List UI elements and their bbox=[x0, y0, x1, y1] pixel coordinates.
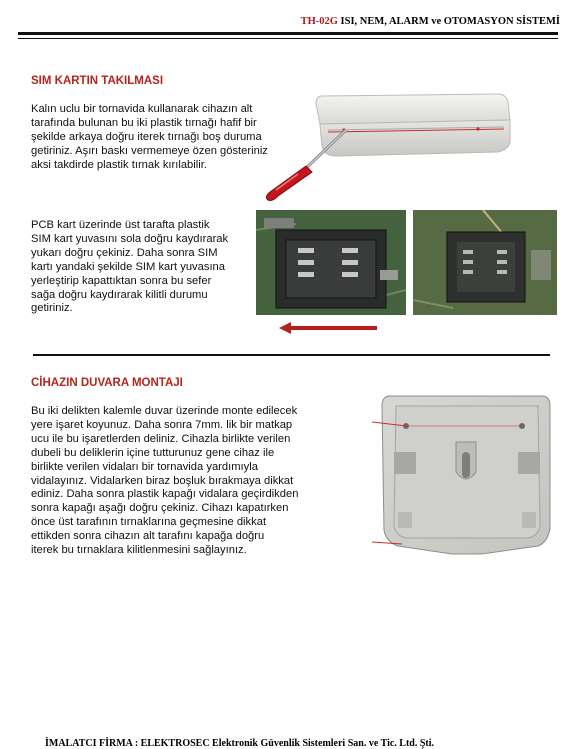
device-screwdriver-photo bbox=[258, 90, 520, 202]
header-rule-thin bbox=[18, 38, 558, 39]
wall-mount-instruction: Bu iki delikten kalemle duvar üzerinde monte edilecek yere işaret koyunuz. Daha sonra 7mm. lik bir matkap ucu ile bu işaretlerden deliniz. Cihazla birlikte verilen dubeli bu deliklerin içine tutturunuz gene cihaz ile birlikte verilen vidaları bir tornavida yardımıyla vidalayınız. Vidalarken biraz boşluk bırakmaya dikkat ediniz. Daha sonra plastik kapağı vidalara geçirdikden sonra kapağı aşağı doğru çekiniz. Cihazı kapatırken önce üst tarafının tırnaklarına geçmesine dikkat ettikden sonra cihazın alt tarafını kapağa doğru iterek bu tırnaklara kilitlenmesini sağlayınız. bbox=[31, 405, 299, 557]
header-rule-thick bbox=[18, 32, 558, 35]
sim-instruction-2: PCB kart üzerinde üst tarafta plastik SIM kart yuvasını sola doğru kaydırarak yukarı doğru çekiniz. Daha sonra SIM kartı yandaki şekilde SIM kart yuvasına yerleştirip kapattıktan sonra bu sefer sağa doğru kaydırarak kilitli durumu getiriniz. bbox=[31, 219, 229, 315]
product-code: TH-02G bbox=[300, 16, 338, 27]
section-title-sim: SIM KARTIN TAKILMASI bbox=[31, 75, 164, 87]
page-header bbox=[301, 16, 560, 27]
wall-bracket-photo bbox=[372, 392, 560, 560]
header-title: ISI, NEM, ALARM ve OTOMASYON SİSTEMİ bbox=[337, 16, 560, 27]
arrow-left-icon bbox=[279, 322, 379, 334]
section-divider bbox=[33, 354, 550, 356]
manufacturer-footer: İMALATCI FİRMA : ELEKTROSEC Elektronik Güvenlik Sistemleri San. ve Tic. Ltd. Şti. bbox=[45, 738, 435, 749]
sim-instruction-1: Kalın uclu bir tornavida kullanarak cihazın alt tarafında bulunan bu iki plastik tırnağı hafif bir şekilde arkaya doğru iterek tırnağı boş duruma getiriniz. Aşırı baskı vermemeye özen gösteriniz aksi takdirde plastik tırnak kırılabilir. bbox=[31, 103, 268, 171]
sim-slot-closed-photo bbox=[413, 210, 557, 315]
sim-slot-open-photo bbox=[256, 210, 406, 315]
section-title-wall: CİHAZIN DUVARA MONTAJI bbox=[31, 377, 183, 389]
